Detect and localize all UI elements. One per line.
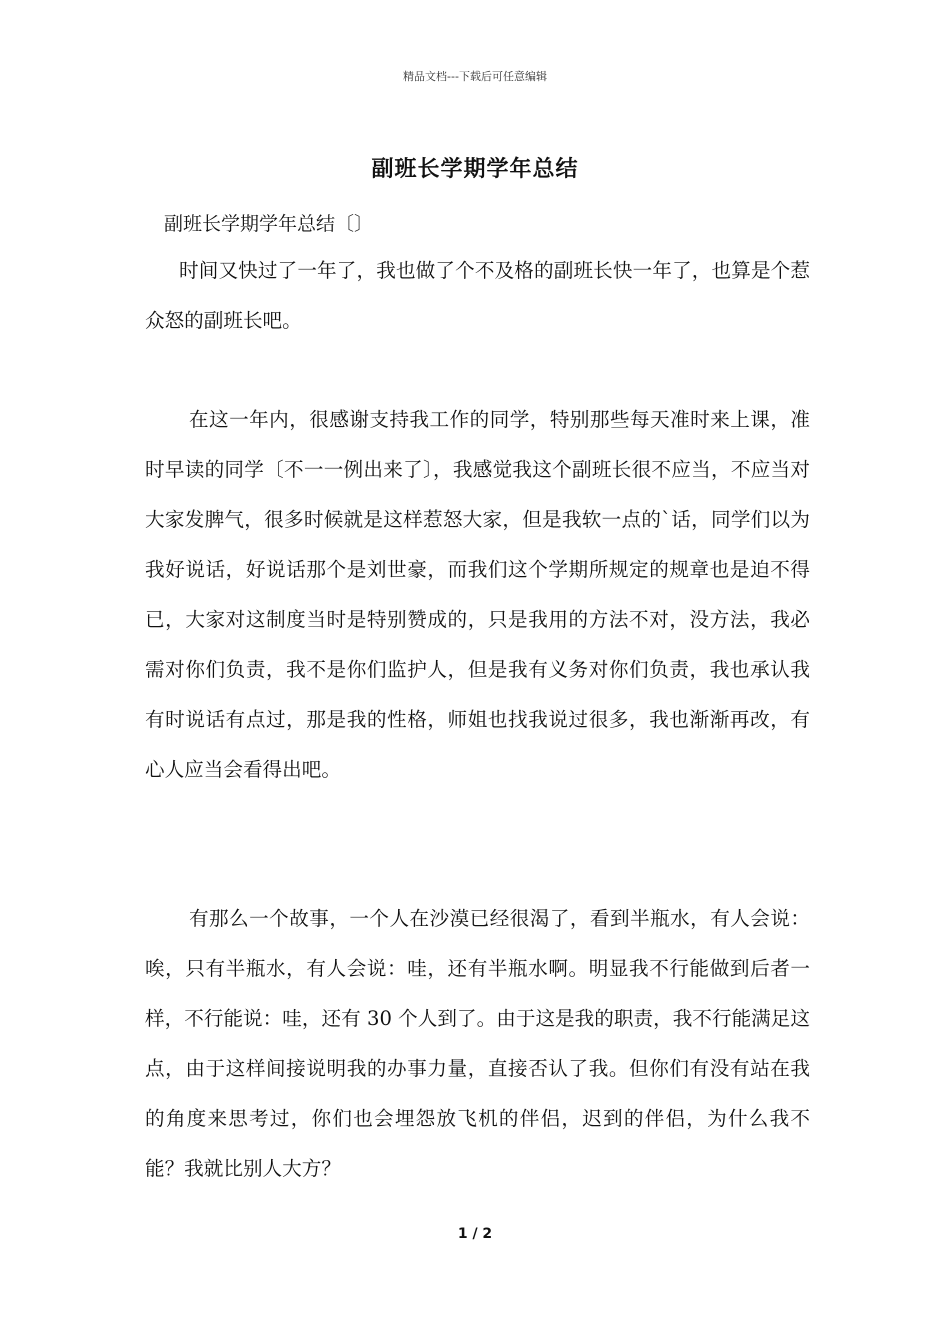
document-title: 副班长学期学年总结 bbox=[371, 156, 579, 182]
document-header: 精品文档---下载后可任意编辑 bbox=[403, 70, 547, 83]
paragraph-1: 时间又快过了一年了，我也做了个不及格的副班长快一年了，也算是个惹众怒的副班长吧。 bbox=[145, 259, 810, 332]
paragraph-3: 有那么一个故事，一个人在沙漠已经很渴了，看到半瓶水，有人会说：唉，只有半瓶水，有人会说：哇，还有半瓶水啊。明显我不行能做到后者一样，不行能说：哇，还有 30 个人到了。由于这是我的职责，我不行能满足这点，由于这样间接说明我的办事力量，直接否认了我。但你们有没有站在我的角度来思考过，你们也会埋怨放飞机的伴侣，迟到的伴侣，为什么我不能？我就比别人大方？ bbox=[145, 907, 810, 1180]
page-number: 1 / 2 bbox=[457, 1226, 493, 1242]
paragraph-2: 在这一年内，很感谢支持我工作的同学，特别那些每天准时来上课，准时早读的同学〔不一一例出来了〕，我感觉我这个副班长很不应当，不应当对大家发脾气，很多时候就是这样惹怒大家，但是我软一点的`话，同学们以为我好说话，好说话那个是刘世豪，而我们这个学期所规定的规章也是迫不得已，大家对这制度当时是特别赞成的，只是我用的方法不对，没方法，我必需对你们负责，我不是你们监护人，但是我有义务对你们负责，我也承认我有时说话有点过，那是我的性格，师姐也找我说过很多，我也渐渐再改，有心人应当会看得出吧。 bbox=[145, 408, 810, 781]
document-subtitle: 副班长学期学年总结〔〕 bbox=[164, 213, 374, 235]
